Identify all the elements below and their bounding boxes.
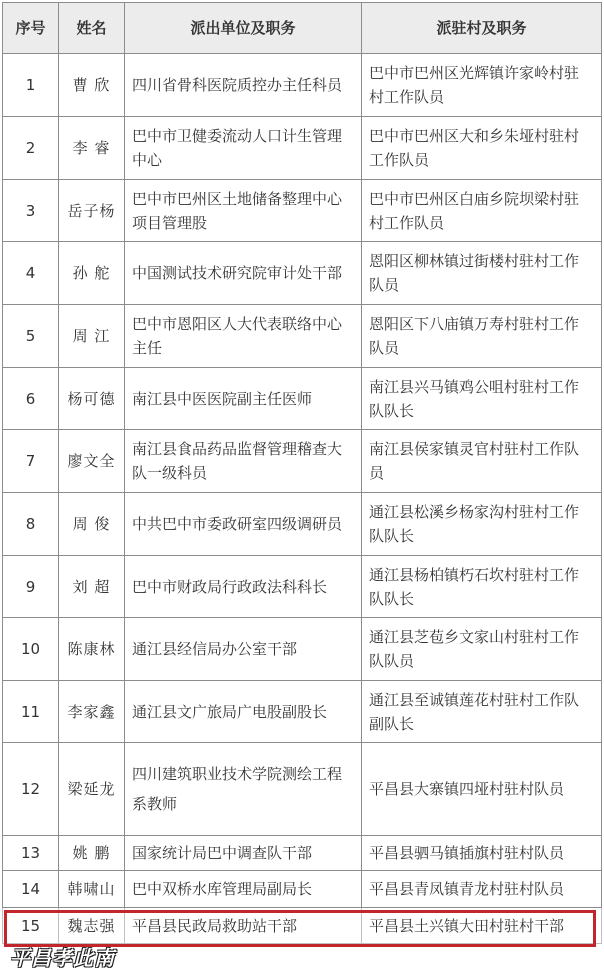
- row-village: 恩阳区下八庙镇万寿村驻村工作队员: [362, 305, 602, 368]
- row-serial: 9: [3, 556, 59, 618]
- row-name: 陈康林: [59, 618, 125, 681]
- table-row: [3, 242, 602, 305]
- row-name: 刘 超: [59, 556, 125, 618]
- row-unit: 国家统计局巴中调查队干部: [125, 836, 362, 871]
- row-serial: 14: [3, 871, 59, 908]
- row-name: 姚 鹏: [59, 836, 125, 871]
- header-village-post: 派驻村及职务: [362, 3, 602, 54]
- table-header-row: [3, 3, 602, 54]
- table-row: [3, 305, 602, 368]
- row-village: 平昌县大寨镇四垭村驻村队员: [362, 743, 602, 836]
- header-dispatch-unit: 派出单位及职务: [125, 3, 362, 54]
- row-village: 通江县至诚镇莲花村驻村工作队副队长: [362, 681, 602, 743]
- row-serial: 10: [3, 618, 59, 681]
- row-unit: 中共巴中市委政研室四级调研员: [125, 493, 362, 556]
- row-unit: 中国测试技术研究院审计处干部: [125, 242, 362, 305]
- row-serial: 12: [3, 743, 59, 836]
- row-unit: 巴中市财政局行政政法科科长: [125, 556, 362, 618]
- row-serial: 3: [3, 180, 59, 242]
- row-name: 李 睿: [59, 117, 125, 180]
- row-serial: 15: [3, 908, 59, 944]
- row-unit: 巴中市卫健委流动人口计生管理中心: [125, 117, 362, 180]
- table-row: [3, 618, 602, 681]
- row-unit: 巴中双桥水库管理局副局长: [125, 871, 362, 908]
- row-village: 巴中市巴州区大和乡朱垭村驻村工作队员: [362, 117, 602, 180]
- row-serial: 4: [3, 242, 59, 305]
- row-name: 廖文全: [59, 430, 125, 493]
- row-village: 通江县芝苞乡文家山村驻村工作队队员: [362, 618, 602, 681]
- row-unit: 通江县经信局办公室干部: [125, 618, 362, 681]
- row-name: 孙 舵: [59, 242, 125, 305]
- row-serial: 7: [3, 430, 59, 493]
- row-village: 通江县杨柏镇朽石坎村驻村工作队队长: [362, 556, 602, 618]
- row-village: 恩阳区柳林镇过街楼村驻村工作队员: [362, 242, 602, 305]
- row-name: 魏志强: [59, 908, 125, 944]
- row-name: 周 江: [59, 305, 125, 368]
- row-serial: 2: [3, 117, 59, 180]
- row-name: 杨可德: [59, 368, 125, 430]
- header-name: 姓名: [59, 3, 125, 54]
- row-name: 岳子杨: [59, 180, 125, 242]
- table-row: [3, 430, 602, 493]
- row-unit: 通江县文广旅局广电股副股长: [125, 681, 362, 743]
- header-serial: 序号: [3, 3, 59, 54]
- row-serial: 6: [3, 368, 59, 430]
- row-village: 南江县兴马镇鸡公咀村驻村工作队队长: [362, 368, 602, 430]
- table-row-highlighted: [3, 908, 602, 944]
- watermark-text: 平昌孝此南: [10, 946, 115, 970]
- row-village: 南江县侯家镇灵官村驻村工作队员: [362, 430, 602, 493]
- row-serial: 1: [3, 54, 59, 117]
- row-name: 曹 欣: [59, 54, 125, 117]
- table-row: [3, 54, 602, 117]
- row-serial: 11: [3, 681, 59, 743]
- table-row: [3, 117, 602, 180]
- table-row: [3, 836, 602, 871]
- row-village: 平昌县青凤镇青龙村驻村队员: [362, 871, 602, 908]
- row-unit: 平昌县民政局救助站干部: [125, 908, 362, 944]
- row-village: 通江县松溪乡杨家沟村驻村工作队队长: [362, 493, 602, 556]
- table-row: [3, 681, 602, 743]
- table-row: [3, 743, 602, 836]
- table-row: [3, 871, 602, 908]
- row-name: 梁延龙: [59, 743, 125, 836]
- row-unit: 南江县食品药品监督管理稽查大队一级科员: [125, 430, 362, 493]
- row-unit: 四川省骨科医院质控办主任科员: [125, 54, 362, 117]
- row-village: 平昌县驷马镇插旗村驻村队员: [362, 836, 602, 871]
- table-row: [3, 556, 602, 618]
- row-village: 平昌县土兴镇大田村驻村干部: [362, 908, 602, 944]
- table-row: [3, 180, 602, 242]
- row-serial: 8: [3, 493, 59, 556]
- row-unit: 四川建筑职业技术学院测绘工程系教师: [125, 743, 362, 836]
- table-row: [3, 368, 602, 430]
- row-serial: 5: [3, 305, 59, 368]
- row-unit: 南江县中医医院副主任医师: [125, 368, 362, 430]
- cadre-table: [2, 2, 602, 944]
- row-unit: 巴中市恩阳区人大代表联络中心主任: [125, 305, 362, 368]
- row-village: 巴中市巴州区白庙乡院坝梁村驻村工作队员: [362, 180, 602, 242]
- row-name: 韩啸山: [59, 871, 125, 908]
- table-row: [3, 493, 602, 556]
- row-name: 周 俊: [59, 493, 125, 556]
- row-village: 巴中市巴州区光辉镇许家岭村驻村工作队员: [362, 54, 602, 117]
- row-name: 李家鑫: [59, 681, 125, 743]
- row-unit: 巴中市巴州区土地储备整理中心项目管理股: [125, 180, 362, 242]
- row-serial: 13: [3, 836, 59, 871]
